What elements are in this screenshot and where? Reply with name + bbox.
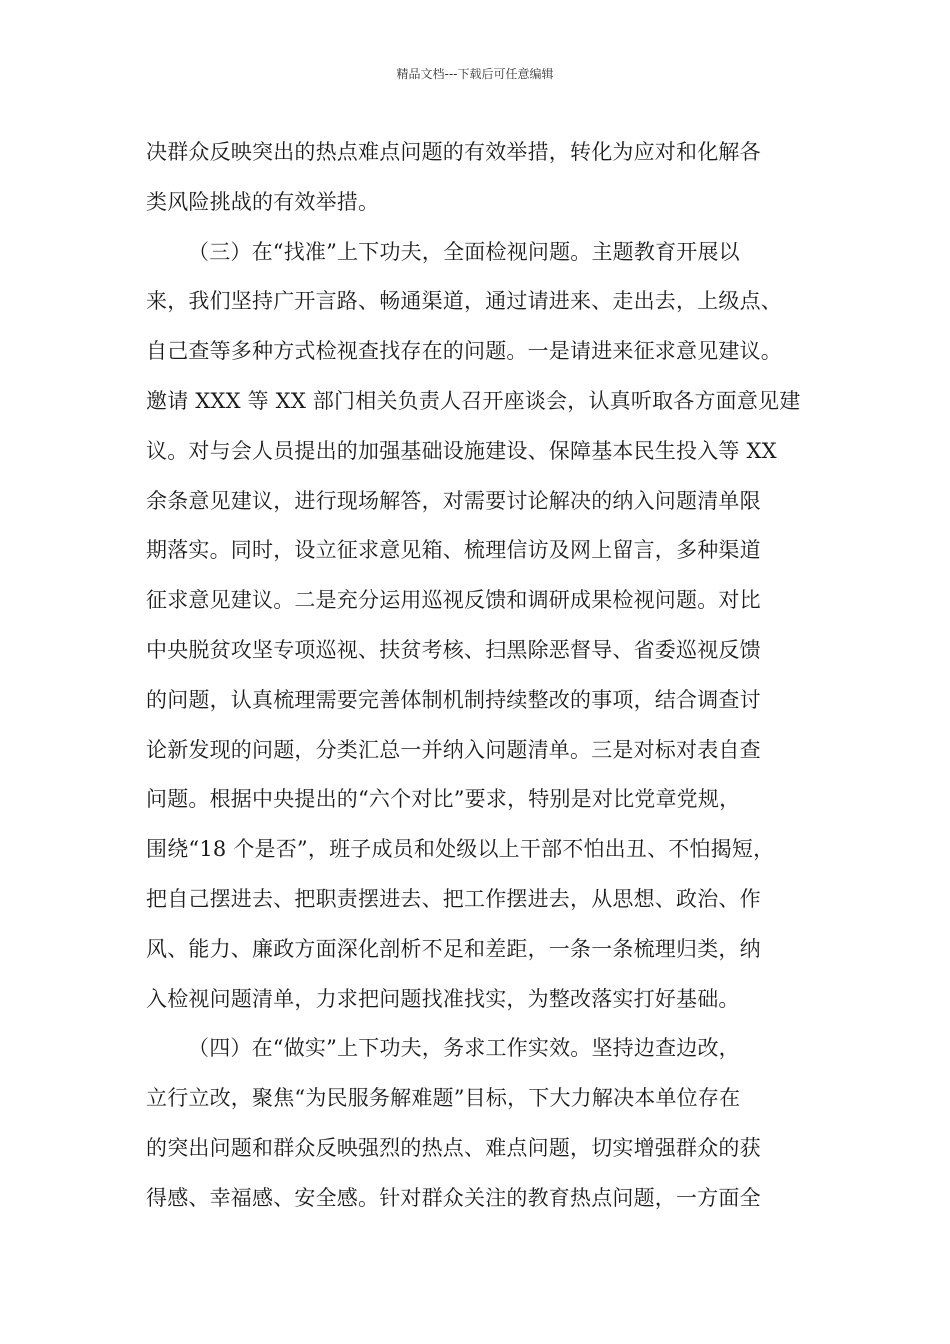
text-line: 得感、幸福感、安全感。针对群众关注的教育热点问题，一方面全 bbox=[146, 1185, 761, 1210]
text-line: （三）在“找准”上下功夫，全面检视问题。主题教育开展以 bbox=[188, 239, 740, 264]
text-line: 风、能力、廉政方面深化剖析不足和差距，一条一条梳理归类，纳 bbox=[146, 936, 761, 961]
text-line: 的突出问题和群众反映强烈的热点、难点问题，切实增强群众的获 bbox=[146, 1135, 761, 1160]
text-line: 征求意见建议。二是充分运用巡视反馈和调研成果检视问题。对比 bbox=[146, 588, 761, 613]
text-line: 立行立改，聚焦“为民服务解难题”目标，下大力解决本单位存在 bbox=[146, 1086, 741, 1111]
text-line: 论新发现的问题，分类汇总一并纳入问题清单。三是对标对表自查 bbox=[146, 737, 761, 762]
text-line: 中央脱贫攻坚专项巡视、扶贫考核、扫黑除恶督导、省委巡视反馈 bbox=[146, 637, 761, 662]
text-line: 问题。根据中央提出的“六个对比”要求，特别是对比党章党规， bbox=[146, 787, 741, 812]
text-line: 把自己摆进去、把职责摆进去、把工作摆进去，从思想、政治、作 bbox=[146, 886, 761, 911]
text-line: 围绕“18 个是否”，班子成员和处级以上干部不怕出丑、不怕揭短， bbox=[146, 837, 775, 862]
text-line: 来，我们坚持广开言路、畅通渠道，通过请进来、走出去，上级点、 bbox=[146, 289, 782, 314]
text-line: 期落实。同时，设立征求意见箱、梳理信访及网上留言，多种渠道 bbox=[146, 538, 761, 563]
text-line: 邀请 XXX 等 XX 部门相关负责人召开座谈会，认真听取各方面意见建 bbox=[146, 388, 801, 413]
text-line: 自己查等多种方式检视查找存在的问题。一是请进来征求意见建议。 bbox=[146, 339, 782, 364]
page-header: 精品文档---下载后可任意编辑 bbox=[396, 67, 554, 81]
text-line: （四）在“做实”上下功夫，务求工作实效。坚持边查边改， bbox=[188, 1036, 740, 1061]
text-line: 入检视问题清单，力求把问题找准找实，为整改落实打好基础。 bbox=[146, 986, 740, 1011]
text-line: 议。对与会人员提出的加强基础设施建设、保障基本民生投入等 XX bbox=[146, 438, 777, 463]
text-line: 类风险挑战的有效举措。 bbox=[146, 189, 380, 214]
text-line: 余条意见建议，进行现场解答，对需要讨论解决的纳入问题清单限 bbox=[146, 488, 761, 513]
text-line: 的问题，认真梳理需要完善体制机制持续整改的事项，结合调查讨 bbox=[146, 687, 761, 712]
document-body bbox=[146, 128, 806, 1224]
text-line: 决群众反映突出的热点难点问题的有效举措，转化为应对和化解各 bbox=[146, 140, 761, 164]
